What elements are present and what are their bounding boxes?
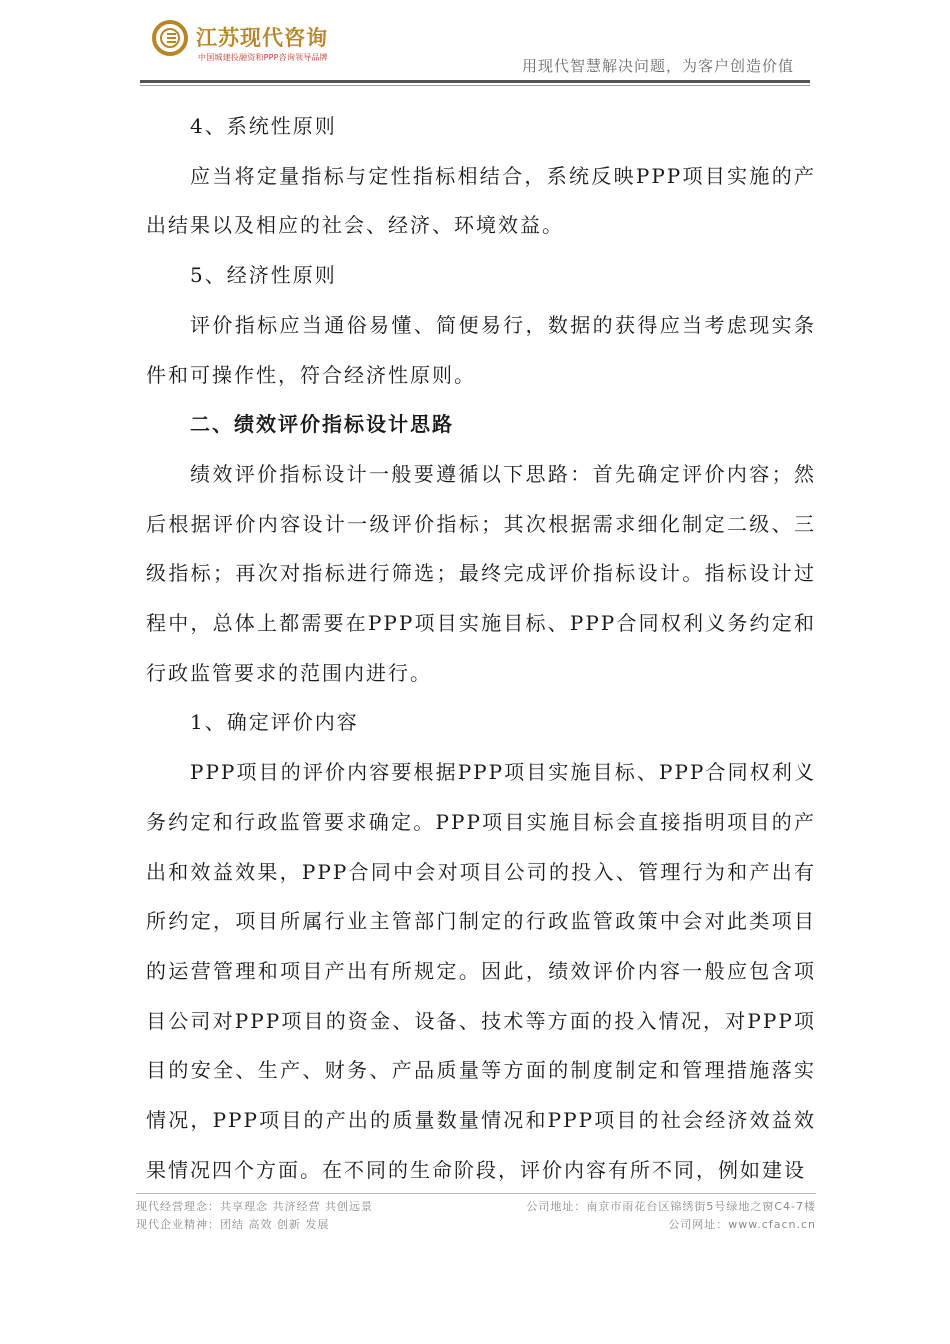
document-body — [146, 102, 816, 1195]
paragraph: 评价指标应当通俗易懂、简便易行，数据的获得应当考虑现实条件和可操作性，符合经济性原则。 — [146, 312, 816, 387]
header-rule — [140, 80, 810, 86]
page-footer — [136, 1193, 816, 1234]
footer-spirit: 现代企业精神：团结 高效 创新 发展 — [136, 1218, 330, 1231]
paragraph: PPP项目的评价内容要根据PPP项目实施目标、PPP合同权利义务约定和行政监管要求确定。PPP项目实施目标会直接指明项目的产出和效益效果，PPP合同中会对项目公司的投入、管理行为和产出有所约定，项目所属行业主管部门制定的行政监管政策中会对此类项目的运营管理和项目产出有所规定。因此，绩效评价内容一般应包含项目公司对PPP项目的资金、设备、技术等方面的投入情况，对PPP项目的安全、生产、财务、产品质量等方面的制度制定和管理措施落实情况，PPP项目的产出的质量数量情况和PPP项目的社会经济效益效果情况四个方面。在不同的生命阶段，评价内容有所不同，例如建设 — [146, 760, 816, 1182]
logo-subtitle: 中国城建投融资和PPP咨询领导品牌 — [198, 53, 328, 62]
subheading-systematic-principle: 4、系统性原则 — [190, 114, 337, 138]
footer-rule — [136, 1193, 816, 1194]
subheading-evaluation-content: 1、确定评价内容 — [190, 710, 359, 735]
footer-website: 公司网址：www.cfacn.cn — [668, 1218, 816, 1231]
subheading-economic-principle: 5、经济性原则 — [190, 263, 337, 288]
paragraph: 应当将定量指标与定性指标相结合，系统反映PPP项目实施的产出结果以及相应的社会、经济、环境效益。 — [146, 163, 816, 238]
section-heading: 二、绩效评价指标设计思路 — [190, 412, 454, 437]
header-slogan: 用现代智慧解决问题，为客户创造价值 — [522, 57, 795, 75]
company-logo-icon — [152, 20, 188, 56]
paragraph: 绩效评价指标设计一般要遵循以下思路：首先确定评价内容；然后根据评价内容设计一级评价指标；其次根据需求细化制定二级、三级指标；再次对指标进行筛选；最终完成评价指标设计。指标设计过程中，总体上都需要在PPP项目实施目标、PPP合同权利义务约定和行政监管要求的范围内进行。 — [146, 461, 816, 685]
page-header — [0, 0, 950, 90]
footer-address: 公司地址：南京市雨花台区锦绣街5号绿地之窗C4-7楼 — [526, 1200, 816, 1213]
footer-philosophy: 现代经营理念：共享理念 共济经营 共创远景 — [136, 1200, 373, 1213]
logo-title: 江苏现代咨询 — [196, 26, 328, 50]
